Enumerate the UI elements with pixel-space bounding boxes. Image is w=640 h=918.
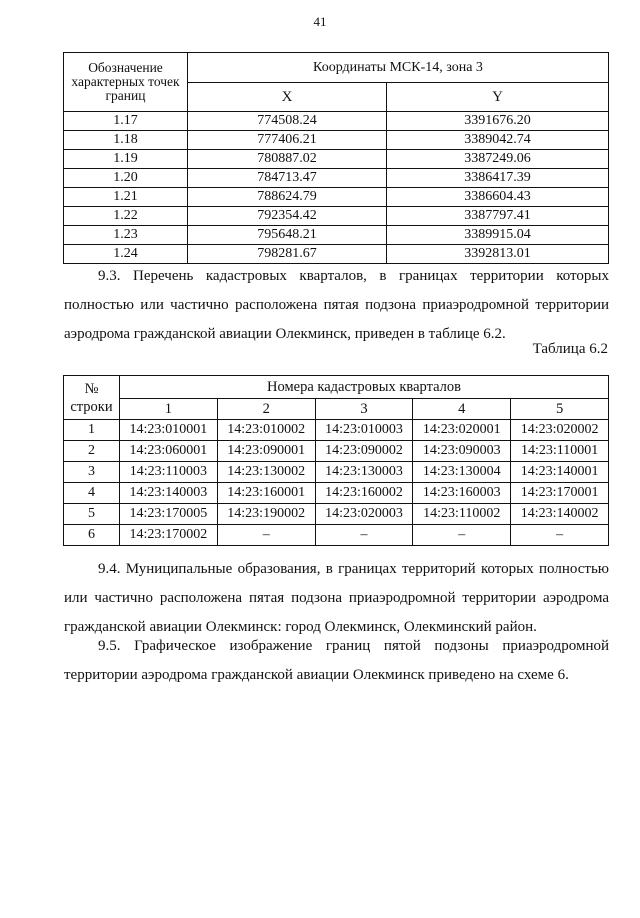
cell-cadastral-number: 14:23:110003: [120, 462, 218, 483]
cell-x: 798281.67: [188, 245, 387, 264]
cell-point: 1.23: [64, 226, 188, 245]
cell-x: 777406.21: [188, 131, 387, 150]
cell-x: 788624.79: [188, 188, 387, 207]
cell-row-number: 1: [64, 420, 120, 441]
cell-point: 1.20: [64, 169, 188, 188]
cell-y: 3387249.06: [386, 150, 608, 169]
cell-cadastral-number: 14:23:020003: [315, 504, 413, 525]
table-row: [64, 441, 609, 462]
table-row: [64, 207, 609, 226]
table-row: [64, 188, 609, 207]
cell-cadastral-number: 14:23:130003: [315, 462, 413, 483]
cell-cadastral-number: 14:23:020001: [413, 420, 511, 441]
cell-y: 3389915.04: [386, 226, 608, 245]
cell-point: 1.19: [64, 150, 188, 169]
cell-cadastral-number: 14:23:140003: [120, 483, 218, 504]
header-column-number: 4: [413, 399, 511, 420]
table-row: [64, 150, 609, 169]
cell-cadastral-number: 14:23:170002: [120, 525, 218, 546]
cell-point: 1.22: [64, 207, 188, 226]
cell-cadastral-number: 14:23:160003: [413, 483, 511, 504]
coordinates-table-body: [64, 112, 609, 264]
cell-cadastral-number: 14:23:140001: [511, 462, 609, 483]
cell-x: 784713.47: [188, 169, 387, 188]
cell-cadastral-number: 14:23:060001: [120, 441, 218, 462]
header-column-number: 5: [511, 399, 609, 420]
table-row: [64, 169, 609, 188]
paragraph-9-3: 9.3. Перечень кадастровых кварталов, в границах территории которых полностью или частично расположена пятая подзона приаэродромной территории аэродрома гражданской авиации Олекминск, приведен в таблице 6.2.: [64, 268, 609, 342]
header-coordinates: Координаты МСК-14, зона 3: [188, 53, 609, 83]
cell-cadastral-number: 14:23:130002: [217, 462, 315, 483]
table-row: [64, 525, 609, 546]
cell-cadastral-number: 14:23:160001: [217, 483, 315, 504]
cell-row-number: 6: [64, 525, 120, 546]
table-caption: Таблица 6.2: [532, 341, 608, 357]
cell-y: 3392813.01: [386, 245, 608, 264]
paragraph-9-4: 9.4. Муниципальные образования, в границах территорий которых полностью или частично расположена пятая подзона приаэродромной территории аэродрома гражданской авиации Олекминск: город Олекминск, Олекминский район.: [64, 561, 609, 635]
header-point-designation: Обозначение характерных точек границ: [64, 53, 188, 112]
cell-row-number: 2: [64, 441, 120, 462]
table-row: [64, 420, 609, 441]
cell-y: 3391676.20: [386, 112, 608, 131]
table-row: [64, 112, 609, 131]
cell-cadastral-number: 14:23:090003: [413, 441, 511, 462]
header-row-number: № строки: [64, 376, 120, 420]
paragraph-9-5: 9.5. Графическое изображение границ пятой подзоны приаэродромной территории аэродрома гражданской авиации Олекминск приведено на схеме 6.: [64, 638, 609, 683]
header-column-number: 3: [315, 399, 413, 420]
cell-point: 1.18: [64, 131, 188, 150]
table-row: [64, 226, 609, 245]
cell-y: 3386417.39: [386, 169, 608, 188]
cell-cadastral-number: 14:23:140002: [511, 504, 609, 525]
cell-row-number: 3: [64, 462, 120, 483]
cell-cadastral-number: –: [315, 525, 413, 546]
cell-cadastral-number: 14:23:160002: [315, 483, 413, 504]
cell-row-number: 5: [64, 504, 120, 525]
cell-cadastral-number: 14:23:110002: [413, 504, 511, 525]
cell-cadastral-number: 14:23:010003: [315, 420, 413, 441]
cell-cadastral-number: 14:23:090001: [217, 441, 315, 462]
table-row: [64, 483, 609, 504]
cell-cadastral-number: 14:23:170005: [120, 504, 218, 525]
cell-cadastral-number: 14:23:110001: [511, 441, 609, 462]
cell-cadastral-number: 14:23:130004: [413, 462, 511, 483]
cadastral-table-body: [64, 420, 609, 546]
cell-cadastral-number: 14:23:190002: [217, 504, 315, 525]
cell-cadastral-number: –: [413, 525, 511, 546]
cell-y: 3387797.41: [386, 207, 608, 226]
cell-cadastral-number: 14:23:010002: [217, 420, 315, 441]
cell-cadastral-number: –: [217, 525, 315, 546]
cell-x: 792354.42: [188, 207, 387, 226]
table-row: [64, 131, 609, 150]
cell-point: 1.24: [64, 245, 188, 264]
cadastral-quarters-table: [63, 375, 609, 546]
cell-y: 3389042.74: [386, 131, 608, 150]
header-column-number: 1: [120, 399, 218, 420]
header-y: Y: [386, 83, 608, 112]
cell-cadastral-number: 14:23:020002: [511, 420, 609, 441]
cell-x: 780887.02: [188, 150, 387, 169]
table-row: [64, 462, 609, 483]
cell-y: 3386604.43: [386, 188, 608, 207]
cell-cadastral-number: 14:23:090002: [315, 441, 413, 462]
table-row: [64, 504, 609, 525]
cell-cadastral-number: –: [511, 525, 609, 546]
cell-cadastral-number: 14:23:010001: [120, 420, 218, 441]
cell-point: 1.21: [64, 188, 188, 207]
cell-point: 1.17: [64, 112, 188, 131]
header-column-number: 2: [217, 399, 315, 420]
page-number: 41: [313, 14, 327, 29]
coordinates-table: [63, 52, 609, 264]
column-number-row: [64, 399, 609, 420]
table-row: [64, 245, 609, 264]
cell-row-number: 4: [64, 483, 120, 504]
cell-x: 795648.21: [188, 226, 387, 245]
header-x: X: [188, 83, 387, 112]
cell-x: 774508.24: [188, 112, 387, 131]
header-cadastral-numbers: Номера кадастровых кварталов: [120, 376, 609, 399]
cell-cadastral-number: 14:23:170001: [511, 483, 609, 504]
